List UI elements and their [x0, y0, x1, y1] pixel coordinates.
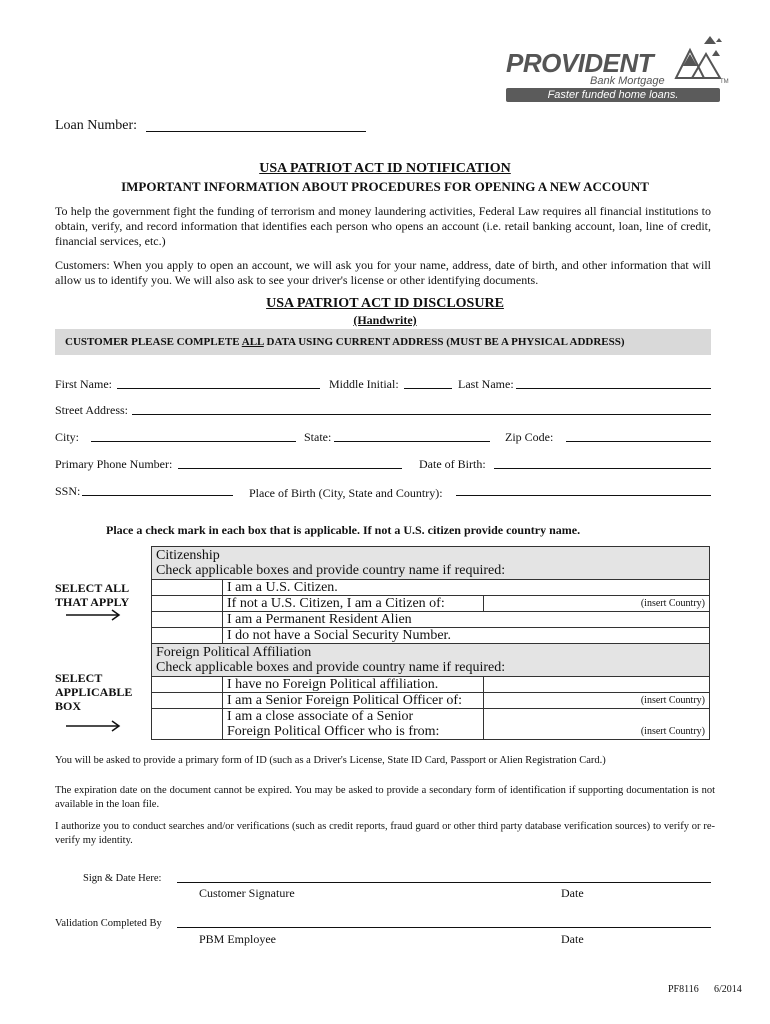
first-name-field[interactable]: [117, 388, 320, 389]
triangles-logo-icon: [656, 36, 726, 80]
no-ssn-label: I do not have a Social Security Number.: [223, 628, 710, 644]
associate-line2: Foreign Political Officer who is from:: [227, 724, 440, 739]
fpa-header: [152, 644, 710, 677]
middle-initial-field[interactable]: [404, 388, 452, 389]
sign-date-label: Sign & Date Here:: [83, 873, 162, 884]
logo-sub: Bank Mortgage: [590, 75, 665, 87]
no-ssn-checkbox[interactable]: [152, 628, 223, 644]
first-name-label: First Name:: [55, 377, 112, 391]
associate-line1: I am a close associate of a Senior: [227, 709, 414, 724]
pob-field[interactable]: [456, 495, 711, 496]
phone-field[interactable]: [178, 468, 402, 469]
not-us-label: If not a U.S. Citizen, I am a Citizen of:: [223, 596, 484, 612]
select-all-line2: THAT APPLY: [55, 595, 130, 609]
form-number: PF8116: [668, 984, 699, 995]
date1-caption: Date: [561, 886, 584, 900]
us-citizen-checkbox[interactable]: [152, 580, 223, 596]
validation-field[interactable]: [177, 927, 711, 928]
city-field[interactable]: [91, 441, 296, 442]
instruction-band: [55, 329, 711, 355]
senior-country-field[interactable]: (insert Country): [484, 693, 710, 709]
handwrite-note: (Handwrite): [353, 313, 417, 327]
state-field[interactable]: [334, 441, 490, 442]
phone-label: Primary Phone Number:: [55, 457, 173, 471]
associate-checkbox[interactable]: [152, 709, 223, 740]
pob-label: Place of Birth (City, State and Country):: [249, 486, 443, 500]
expiration-paragraph: The expiration date on the document cannot be expired. You may be asked to provide a secondary form of identification if supporting documentation is not available in the loan file.: [55, 785, 715, 810]
senior-label: I am a Senior Foreign Political Officer of:: [223, 693, 484, 709]
dob-field[interactable]: [494, 468, 711, 469]
last-name-field[interactable]: [516, 388, 711, 389]
customer-signature-field[interactable]: [177, 882, 711, 883]
select-box-line2: APPLICABLE: [55, 685, 133, 699]
associate-label: [223, 709, 484, 740]
loan-number-label: Loan Number:: [55, 118, 138, 133]
select-all-label: [55, 581, 129, 609]
arrow-right-icon: [66, 609, 124, 621]
senior-checkbox[interactable]: [152, 693, 223, 709]
select-box-label: [55, 671, 132, 713]
notification-para2: Customers: When you apply to open an account, we will ask you for your name, address, date of birth, and other information that will allow us to identify you. We will also ask to see your driver's license or other identifying documents.: [55, 258, 711, 287]
city-label: City:: [55, 430, 80, 444]
date2-caption: Date: [561, 932, 584, 946]
form-date: 6/2014: [714, 984, 742, 995]
ssn-field[interactable]: [82, 495, 233, 496]
select-box-line3: BOX: [55, 699, 82, 713]
no-fpa-blank: [484, 677, 710, 693]
not-us-checkbox[interactable]: [152, 596, 223, 612]
street-address-label: Street Address:: [55, 403, 128, 417]
citizenship-title: Citizenship: [156, 548, 220, 563]
logo-brand: PROVIDENT: [506, 48, 654, 78]
id-paragraph: You will be asked to provide a primary form of ID (such as a Driver's License, State ID Card, Passport or Alien Registration Card.): [55, 755, 606, 766]
permanent-checkbox[interactable]: [152, 612, 223, 628]
zip-label: Zip Code:: [505, 430, 554, 444]
middle-initial-label: Middle Initial:: [329, 377, 399, 391]
customer-signature-caption: Customer Signature: [199, 886, 295, 900]
citizenship-header: [152, 547, 710, 580]
fpa-instr: Check applicable boxes and provide country name if required:: [156, 660, 506, 675]
notification-title: USA PATRIOT ACT ID NOTIFICATION: [259, 161, 511, 176]
associate-country-field[interactable]: (insert Country): [484, 709, 710, 740]
no-fpa-label: I have no Foreign Political affiliation.: [223, 677, 484, 693]
loan-number-field[interactable]: [146, 131, 366, 132]
fpa-title: Foreign Political Affiliation: [156, 645, 312, 660]
band-pre: CUSTOMER PLEASE COMPLETE: [65, 336, 242, 348]
arrow-right-icon: [66, 720, 124, 732]
validation-label: Validation Completed By: [55, 918, 162, 929]
disclosure-title: USA PATRIOT ACT ID DISCLOSURE: [266, 296, 504, 311]
not-us-country-field[interactable]: (insert Country): [484, 596, 710, 612]
logo-tagline: Faster funded home loans.: [506, 88, 720, 102]
last-name-label: Last Name:: [458, 377, 514, 391]
zip-field[interactable]: [566, 441, 711, 442]
select-box-line1: SELECT: [55, 671, 103, 685]
citizenship-instr: Check applicable boxes and provide country name if required:: [156, 563, 506, 578]
provident-logo: [506, 36, 728, 102]
citizenship-table: [151, 546, 710, 740]
dob-label: Date of Birth:: [419, 457, 486, 471]
state-label: State:: [304, 430, 332, 444]
band-all: ALL: [241, 336, 264, 348]
no-fpa-checkbox[interactable]: [152, 677, 223, 693]
select-all-line1: SELECT ALL: [55, 581, 130, 595]
band-post: DATA USING CURRENT ADDRESS (MUST BE A PHYSICAL ADDRESS): [263, 336, 625, 348]
permanent-label: I am a Permanent Resident Alien: [223, 612, 710, 628]
street-address-field[interactable]: [132, 414, 711, 415]
authorize-paragraph: I authorize you to conduct searches and/or verifications (such as credit reports, fraud guard or other third party database verification sources) to verify or re-verify my identity.: [55, 821, 715, 846]
ssn-label: SSN:: [55, 484, 81, 498]
notification-para1: To help the government fight the funding of terrorism and money laundering activities, Federal Law requires all financial institutions to obtain, verify, and record information that identifies each person who opens an account (i.e. retail banking account, loan, line of credit, financial services, etc.): [55, 204, 711, 248]
pbm-employee-caption: PBM Employee: [199, 932, 276, 946]
check-instruction: Place a check mark in each box that is applicable. If not a U.S. citizen provide country name.: [106, 523, 581, 537]
notification-subtitle: IMPORTANT INFORMATION ABOUT PROCEDURES FOR OPENING A NEW ACCOUNT: [121, 179, 649, 194]
us-citizen-label: I am a U.S. Citizen.: [223, 580, 710, 596]
logo-tm: TM: [720, 79, 729, 85]
